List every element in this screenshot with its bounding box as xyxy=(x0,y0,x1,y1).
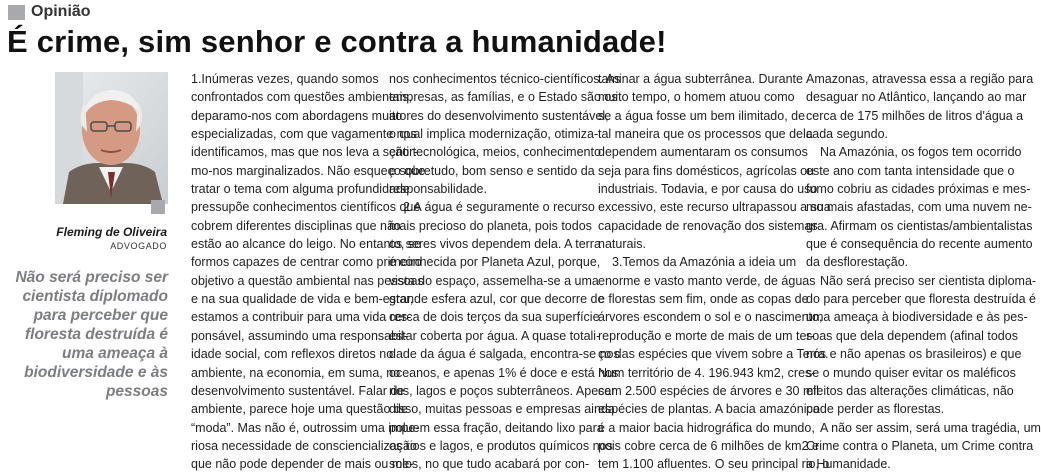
text-line: é a maior bacia hidrográfica do mundo, xyxy=(598,420,815,435)
text-line: pressupõe conhecimentos científicos que xyxy=(191,200,421,215)
text-line: Na Amazónia, os fogos tem ocorrido xyxy=(820,145,1022,160)
text-line: os seres vivos dependem dela. A terra xyxy=(389,237,601,252)
text-line: do para perceber que floresta destruída é xyxy=(806,292,1037,307)
text-line: e florestas sem fim, onde as copas de xyxy=(598,292,809,307)
text-line: capacidade de renovação dos sistemas xyxy=(598,218,818,233)
text-line: responsabilidade. xyxy=(389,182,487,197)
text-line: reprodução e morte de mais de um ter- xyxy=(598,328,815,343)
text-line: formos capazes de centrar como primeiro xyxy=(191,255,422,270)
text-line: rios, lagos e poços subterrâneos. Apesar xyxy=(389,383,616,398)
text-line: gra. Afirmam os cientistas/ambientalistas xyxy=(806,218,1033,233)
text-line: tratar o tema com alguma profundidade xyxy=(191,182,410,197)
text-line: que não pode depender de mais ou me- xyxy=(191,457,414,472)
text-line: Amazonas, atravessa essa a região para xyxy=(806,72,1034,86)
text-line: efeitos das alterações climáticas, não xyxy=(806,383,1014,398)
text-line: idade social, com reflexos diretos no xyxy=(191,347,394,362)
text-line: tem 1.100 afluentes. O seu principal rio, o xyxy=(598,457,830,472)
article-column-3 xyxy=(598,70,831,474)
headline: É crime, sim senhor e contra a humanidade! xyxy=(7,24,667,59)
text-line: enorme e vasto manto verde, de águas xyxy=(598,273,816,288)
text-line: os rios e lagos, e produtos químicos nos xyxy=(389,438,613,453)
article-column-4 xyxy=(806,70,1041,474)
text-line: dependem aumentaram os consumos xyxy=(598,145,808,160)
text-line: confrontados com questões ambientais, xyxy=(191,90,412,105)
pull-quote: Não será preciso ser cientista diplomado para perceber que floresta destruída é uma ameaça à biodiversidade e às pessoas xyxy=(15,269,168,400)
text-line: ponsável, assumindo uma responsabil- xyxy=(191,328,408,343)
text-line: mo mais afastadas, com uma nuvem ne- xyxy=(806,200,1032,215)
text-line: desenvolvimento sustentável. Falar de xyxy=(191,383,405,398)
text-line: da desflorestação. xyxy=(806,255,909,270)
text-line: riosa necessidade de consciencialização xyxy=(191,438,417,453)
section-label: Opinião xyxy=(31,3,91,20)
text-line: nós e não apenas os brasileiros) e que xyxy=(806,347,1022,362)
text-line: cerca de dois terços da sua superfície xyxy=(389,310,600,325)
text-line: mo-nos marginalizados. Não esqueço que xyxy=(191,163,426,178)
text-line: a Humanidade. xyxy=(806,457,891,472)
text-line: excessivo, este recurso ultrapassou a sua xyxy=(598,200,831,215)
text-line: 1.Inúmeras vezes, quando somos xyxy=(191,72,379,86)
text-line: ção tecnológica, meios, conhecimento xyxy=(389,145,601,160)
text-line: cobrem diferentes disciplinas que não xyxy=(191,218,401,233)
text-line: pois cobre cerca de 6 milhões de km2 e xyxy=(598,438,819,453)
text-line: e sobretudo, bom senso e sentido da xyxy=(389,163,595,178)
text-line: A não ser assim, será uma tragédia, um xyxy=(820,420,1041,435)
text-line: disso, muitas pessoas e empresas ainda xyxy=(389,402,615,417)
text-line: identificamos, mas que nos leva a sentir- xyxy=(191,145,418,160)
text-line: nos conhecimentos técnico-científicos. As xyxy=(389,72,621,86)
text-line: soas que dela dependem (afinal todos xyxy=(806,328,1018,343)
text-line: deparamo-nos com abordagens muito xyxy=(191,108,403,123)
text-line: árvores escondem o sol e o nascimento, xyxy=(598,310,823,325)
text-line: cerca de 175 milhões de litros d'água a xyxy=(806,108,1024,123)
text-line: 3.Temos da Amazónia a ideia um xyxy=(612,255,797,270)
article-column-1 xyxy=(191,70,426,474)
text-line: se o mundo quiser evitar os maléficos xyxy=(806,365,1016,380)
author-photo xyxy=(55,72,168,204)
text-line: “moda”. Mas não é, outrossim uma impe- xyxy=(191,420,420,435)
text-line: fumo cobriu as cidades próximas e mes- xyxy=(806,182,1031,197)
text-line: grande esfera azul, cor que decorre de xyxy=(389,292,605,307)
photo-marker-icon xyxy=(151,200,165,214)
author-byline xyxy=(56,225,167,253)
text-line: solos, no que tudo acabará por con- xyxy=(389,457,590,472)
text-line: ço das espécies que vivem sobre a Terra. xyxy=(598,347,829,362)
text-line: objetivo a questão ambiental nas pessoas xyxy=(191,273,424,288)
text-line: cada segundo. xyxy=(806,127,889,142)
text-line: taminar a água subterrânea. Durante xyxy=(598,72,803,86)
author-role: ADVOGADO xyxy=(110,241,167,251)
text-line: especializadas, com que vagamente nos xyxy=(191,127,417,142)
text-line: oceanos, e apenas 1% é doce e está nos xyxy=(389,365,619,380)
text-line: tal maneira que os processos que dela xyxy=(598,127,813,142)
author-name: Fleming de Oliveira xyxy=(56,225,167,239)
text-line: muito tempo, o homem atuou como xyxy=(598,90,795,105)
text-line: industriais. Todavia, e por causa do uso xyxy=(598,182,818,197)
text-line: este ano com tanta intensidade que o xyxy=(806,163,1015,178)
text-line: estar coberta por água. A quase totali- xyxy=(389,328,601,343)
text-line: que é consequência do recente aumento xyxy=(806,237,1033,252)
section-header xyxy=(8,3,91,21)
text-line: Num território de 4. 196.943 km2, cres- xyxy=(598,365,816,380)
text-line: dade da água é salgada, encontra-se nos xyxy=(389,347,620,362)
text-line: espécies de plantas. A bacia amazónica xyxy=(598,402,820,417)
text-line: uma ameaça à biodiversidade e às pes- xyxy=(806,310,1028,325)
text-line: cem 2.500 espécies de árvores e 30 mil xyxy=(598,383,819,398)
text-line: naturais. xyxy=(598,237,646,252)
text-line: Não será preciso ser cientista diploma- xyxy=(820,273,1037,288)
text-line: desaguar no Atlântico, lançando ao mar xyxy=(806,90,1027,105)
text-line: vista do espaço, assemelha-se a uma xyxy=(389,273,599,288)
text-line: se a água fosse um bem ilimitado, de xyxy=(598,108,806,123)
text-line: mais precioso do planeta, pois todos xyxy=(389,218,592,233)
text-line: e na sua qualidade de vida e bem-estar, xyxy=(191,292,414,307)
text-line: estamos a contribuir para uma vida res- xyxy=(191,310,412,325)
text-line: pode perder as florestas. xyxy=(806,402,945,417)
text-line: seja para fins domésticos, agrícolas ou xyxy=(598,163,815,178)
text-line: estão ao alcance do leigo. No entanto, se xyxy=(191,237,422,252)
text-line: empresas, as famílias, e o Estado são os xyxy=(389,90,618,105)
text-line: 2.A água é seguramente o recurso xyxy=(403,200,595,215)
section-marker-icon xyxy=(8,5,25,20)
text-line: é conhecida por Planeta Azul, porque, xyxy=(389,255,601,270)
article-column-2 xyxy=(389,70,621,474)
text-line: ambiente, parece hoje uma questão de xyxy=(191,402,408,417)
text-line: ambiente, na economia, em suma, no xyxy=(191,365,401,380)
text-line: atores do desenvolvimento sustentável, xyxy=(389,108,609,123)
text-line: o qual implica modernização, otimiza- xyxy=(389,127,599,142)
text-line: Crime contra o Planeta, um Crime contra xyxy=(806,438,1034,453)
text-line: poluem essa fração, deitando lixo para xyxy=(389,420,604,435)
